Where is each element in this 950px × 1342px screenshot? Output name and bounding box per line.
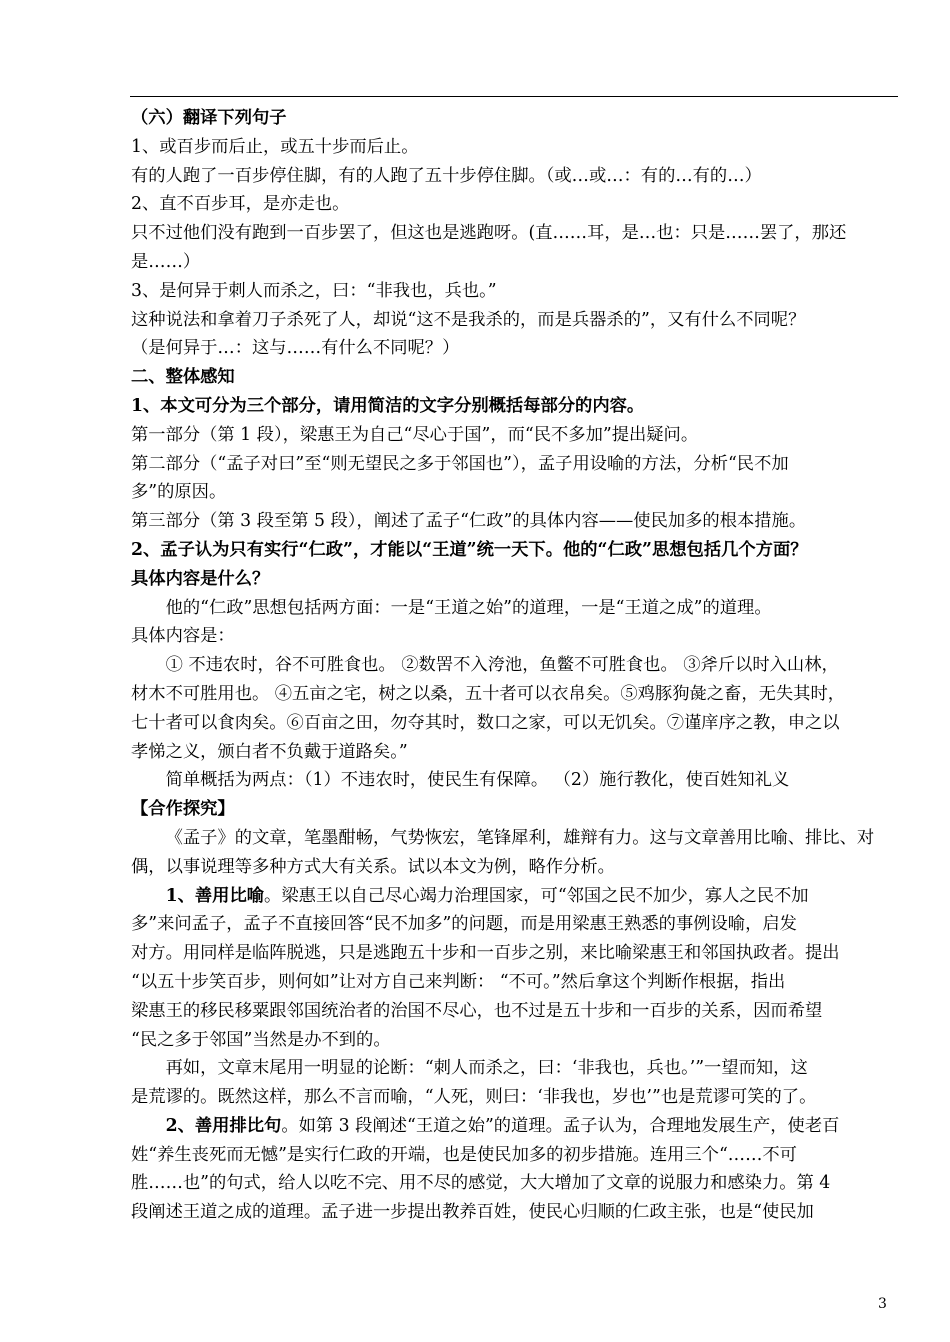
line-rest: 。如第 3 段阐述“王道之始”的道理。孟子认为，合理地发展生产，使老百 [281,1115,840,1136]
text-line: 梁惠王的移民移粟跟邻国统治者的治国不尽心，也不过是五十步和一百步的关系，因而希望 [131,1000,823,1021]
text-line: “民之多于邻国”当然是办不到的。 [131,1029,391,1050]
text-line: 七十者可以食肉矣。⑥百亩之田，勿夺其时，数口之家，可以无饥矣。⑦谨庠序之教，申之以 [131,712,840,733]
text-line: 胜……也”的句式，给人以吃不完、用不尽的感觉，大大增加了文章的说服力和感染力。第 4 [131,1173,831,1194]
text-line: 段阐述王道之成的道理。孟子进一步提出教养百姓，使民心归顺的仁政主张，也是“使民加 [131,1202,814,1223]
text-line [131,1112,899,1141]
text-line: 对方。用同样是临阵脱逃，只是逃跑五十步和一百步之别，来比喻梁惠王和邻国执政者。提出 [131,943,840,964]
text-line: 【合作探究】 [131,799,235,820]
text-line: 多”来问孟子，孟子不直接回答“民不加多”的问题，而是用梁惠王熟悉的事例设喻，启发 [131,914,797,935]
text-line: （六）翻译下列句子 [131,108,287,128]
text-line: 具体内容是什么？ [131,568,270,589]
text-line: 简单概括为两点：（1）不违农时，使民生有保障。 （2）施行教化，使百姓知礼义 [165,770,790,791]
text-line: 这种说法和拿着刀子杀死了人，却说“这不是我杀的，而是兵器杀的”，又有什么不同呢？ [131,309,806,330]
page-number: 3 [878,1296,887,1312]
text-line: 1、本文可分为三个部分，请用简洁的文字分别概括每部分的内容。 [131,395,645,416]
text-line: 是……） [131,251,201,272]
text-line: 具体内容是： [131,626,235,647]
text-line: 孝悌之义，颁白者不负戴于道路矣。” [131,741,408,762]
text-line: 材木不可胜用也。 ④五亩之宅，树之以桑，五十者可以衣帛矣。⑤鸡豚狗彘之畜，无失其时， [131,683,846,704]
text-line [131,882,899,911]
text-line: 姓“养生丧死而无憾”是实行仁政的开端，也是使民加多的初步措施。连用三个“……不可 [131,1144,797,1165]
text-line: 3、是何异于刺人而杀之，曰：“非我也，兵也。” [131,280,497,301]
text-line: 是荒谬的。既然这样，那么不言而喻，“人死，则曰：‘非我也，岁也’”也是荒谬可笑的了。 [131,1087,817,1108]
text-line: 第三部分（第 3 段至第 5 段），阐述了孟子“仁政”的具体内容——使民加多的根本措施。 [131,511,807,532]
text-line: 2、孟子认为只有实行“仁政”，才能以“王道”统一天下。他的“仁政”思想包括几个方面？ [131,539,808,560]
text-line: ① 不违农时，谷不可胜食也。 ②数罟不入洿池，鱼鳖不可胜食也。 ③斧斤以时入山林， [165,655,839,676]
text-line: 第二部分（“孟子对曰”至“则无望民之多于邻国也”），孟子用设喻的方法，分析“民不加 [131,453,789,474]
text-line: 二、整体感知 [131,367,235,388]
text-line: 多”的原因。 [131,482,227,503]
text-line: 偶，以事说理等多种方式大有关系。试以本文为例，略作分析。 [131,856,615,877]
text-line: 再如，文章末尾用一明显的论断：“刺人而杀之，曰：‘非我也，兵也。’”一望而知，这 [165,1058,808,1079]
line-rest: 。梁惠王以自己尽心竭力治理国家，可“邻国之民不加少，寡人之民不加 [264,885,809,906]
header-rule [130,96,898,97]
text-line: 有的人跑了一百步停住脚，有的人跑了五十步停住脚。（或…或…：有的…有的…） [131,165,762,186]
text-line: 《孟子》的文章，笔墨酣畅，气势恢宏，笔锋犀利，雄辩有力。这与文章善用比喻、排比、对 [165,827,875,848]
text-line: 第一部分（第 1 段），梁惠王为自己“尽心于国”，而“民不多加”提出疑问。 [131,424,699,445]
text-line: 只不过他们没有跑到一百步罢了，但这也是逃跑呀。(直……耳，是…也：只是……罢了，那还 [131,223,847,244]
text-line: 2、直不百步耳，是亦走也。 [131,194,350,215]
text-line: 他的“仁政”思想包括两方面：一是“王道之始”的道理，一是“王道之成”的道理。 [165,597,772,618]
text-line: “以五十步笑百步，则何如”让对方自己来判断： “不可。”然后拿这个判断作根据，指出 [131,971,786,992]
document-body [131,104,899,1227]
bold-lead: 2、善用排比句 [165,1115,282,1136]
bold-lead: 1、善用比喻 [165,885,265,906]
text-line: （是何异于…：这与……有什么不同呢？） [131,338,460,359]
text-line: 1、或百步而后止，或五十步而后止。 [131,136,419,157]
